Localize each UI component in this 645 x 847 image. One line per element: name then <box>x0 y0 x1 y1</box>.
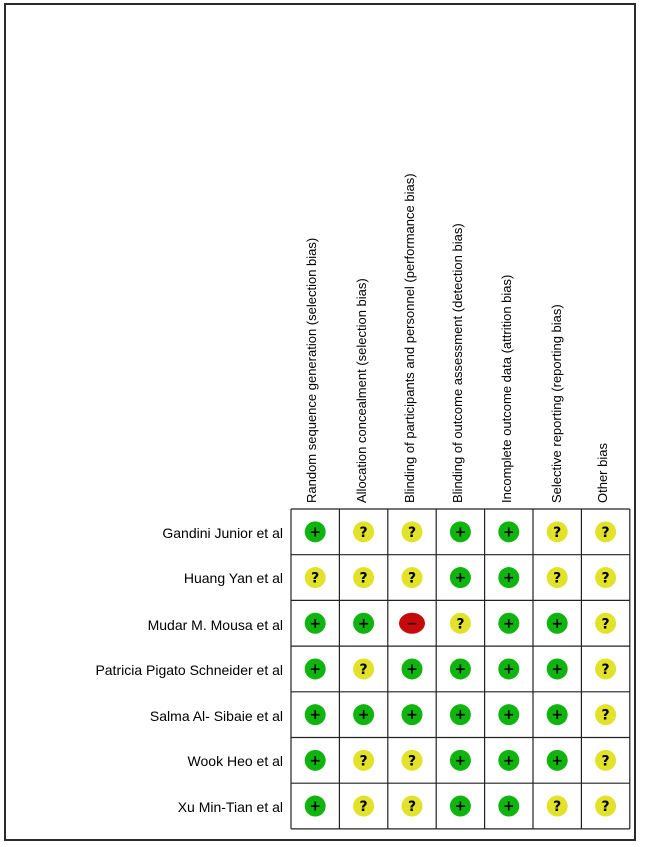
judgement-unclear-icon <box>595 521 616 542</box>
judgement-low-icon <box>353 613 374 634</box>
svg-text:+: + <box>454 707 467 724</box>
judgement-unclear-icon <box>595 750 616 771</box>
svg-text:?: ? <box>359 753 368 770</box>
study-label: Huang Yan et al <box>183 570 283 586</box>
judgement-low-icon <box>305 704 326 725</box>
svg-text:?: ? <box>407 799 417 816</box>
judgement-low-icon <box>547 613 568 634</box>
judgement-low-icon <box>402 658 423 679</box>
svg-text:+: + <box>502 524 515 541</box>
svg-text:+: + <box>406 661 418 678</box>
study-label: Gandini Junior et al <box>162 525 283 541</box>
judgement-low-icon <box>353 704 374 725</box>
judgement-unclear-icon <box>547 567 568 588</box>
svg-text:?: ? <box>407 524 417 541</box>
svg-text:+: + <box>454 752 467 769</box>
svg-text:+: + <box>551 661 564 678</box>
svg-text:?: ? <box>601 707 610 724</box>
svg-text:+: + <box>502 661 515 678</box>
svg-text:?: ? <box>359 661 368 678</box>
svg-text:+: + <box>309 661 322 678</box>
svg-text:+: + <box>502 570 515 587</box>
svg-text:−: − <box>406 615 418 632</box>
study-label: Mudar M. Mousa et al <box>147 617 283 633</box>
svg-text:+: + <box>454 570 467 587</box>
svg-text:?: ? <box>601 753 610 770</box>
judgement-low-icon <box>547 704 568 725</box>
judgement-low-icon <box>498 521 519 542</box>
study-label: Patricia Pigato Schneider et al <box>95 662 283 678</box>
study-label: Xu Min-Tian et al <box>177 799 283 815</box>
svg-text:?: ? <box>359 799 368 816</box>
study-label: Salma Al- Sibaie et al <box>149 708 283 724</box>
judgement-low-icon <box>305 521 326 542</box>
svg-text:+: + <box>502 707 515 724</box>
judgement-unclear-icon <box>595 567 616 588</box>
judgement-unclear-icon <box>595 613 616 634</box>
svg-text:?: ? <box>407 753 417 770</box>
judgement-low-icon <box>498 704 519 725</box>
judgement-unclear-icon <box>353 796 374 817</box>
judgement-low-icon <box>305 796 326 817</box>
svg-text:+: + <box>357 615 370 632</box>
judgement-unclear-icon <box>402 567 423 588</box>
judgement-unclear-icon <box>305 567 326 588</box>
svg-text:+: + <box>454 661 467 678</box>
svg-text:?: ? <box>311 570 320 587</box>
svg-text:+: + <box>309 707 322 724</box>
judgement-unclear-icon <box>547 521 568 542</box>
svg-text:?: ? <box>601 661 610 678</box>
svg-text:?: ? <box>601 799 610 816</box>
judgement-low-icon <box>450 704 471 725</box>
judgement-low-icon <box>305 658 326 679</box>
judgement-high-icon <box>399 613 425 634</box>
judgement-low-icon <box>450 796 471 817</box>
judgement-unclear-icon <box>402 796 423 817</box>
svg-text:+: + <box>406 707 418 724</box>
svg-text:?: ? <box>553 524 562 541</box>
svg-text:+: + <box>502 752 515 769</box>
svg-text:+: + <box>454 798 467 815</box>
svg-text:?: ? <box>553 799 562 816</box>
judgement-low-icon <box>450 521 471 542</box>
judgement-low-icon <box>450 567 471 588</box>
judgement-unclear-icon <box>353 658 374 679</box>
judgement-low-icon <box>450 750 471 771</box>
svg-text:?: ? <box>407 570 417 587</box>
judgement-low-icon <box>498 796 519 817</box>
judgement-unclear-icon <box>595 796 616 817</box>
svg-text:+: + <box>551 615 564 632</box>
svg-text:+: + <box>309 752 322 769</box>
svg-text:?: ? <box>553 570 562 587</box>
study-label: Wook Heo et al <box>187 753 283 769</box>
svg-text:?: ? <box>456 616 465 633</box>
svg-text:?: ? <box>601 570 610 587</box>
svg-text:+: + <box>502 798 515 815</box>
judgement-low-icon <box>498 658 519 679</box>
svg-text:?: ? <box>359 524 368 541</box>
judgement-low-icon <box>547 750 568 771</box>
svg-text:+: + <box>309 524 322 541</box>
judgement-unclear-icon <box>353 750 374 771</box>
judgement-unclear-icon <box>595 704 616 725</box>
judgement-low-icon <box>305 750 326 771</box>
judgement-low-icon <box>305 613 326 634</box>
svg-text:?: ? <box>601 524 610 541</box>
svg-text:?: ? <box>359 570 368 587</box>
judgement-unclear-icon <box>353 521 374 542</box>
judgement-low-icon <box>402 704 423 725</box>
judgement-low-icon <box>547 658 568 679</box>
svg-text:+: + <box>357 707 370 724</box>
judgement-low-icon <box>450 658 471 679</box>
judgement-unclear-icon <box>450 613 471 634</box>
svg-text:+: + <box>551 752 564 769</box>
judgement-unclear-icon <box>353 567 374 588</box>
svg-text:+: + <box>502 615 515 632</box>
judgement-low-icon <box>498 567 519 588</box>
judgement-low-icon <box>498 613 519 634</box>
judgement-unclear-icon <box>402 521 423 542</box>
judgement-unclear-icon <box>402 750 423 771</box>
judgement-unclear-icon <box>547 796 568 817</box>
svg-text:+: + <box>551 707 564 724</box>
judgement-low-icon <box>498 750 519 771</box>
judgement-unclear-icon <box>595 658 616 679</box>
svg-text:+: + <box>309 615 322 632</box>
svg-text:+: + <box>309 798 322 815</box>
svg-text:?: ? <box>601 616 610 633</box>
svg-text:+: + <box>454 524 467 541</box>
